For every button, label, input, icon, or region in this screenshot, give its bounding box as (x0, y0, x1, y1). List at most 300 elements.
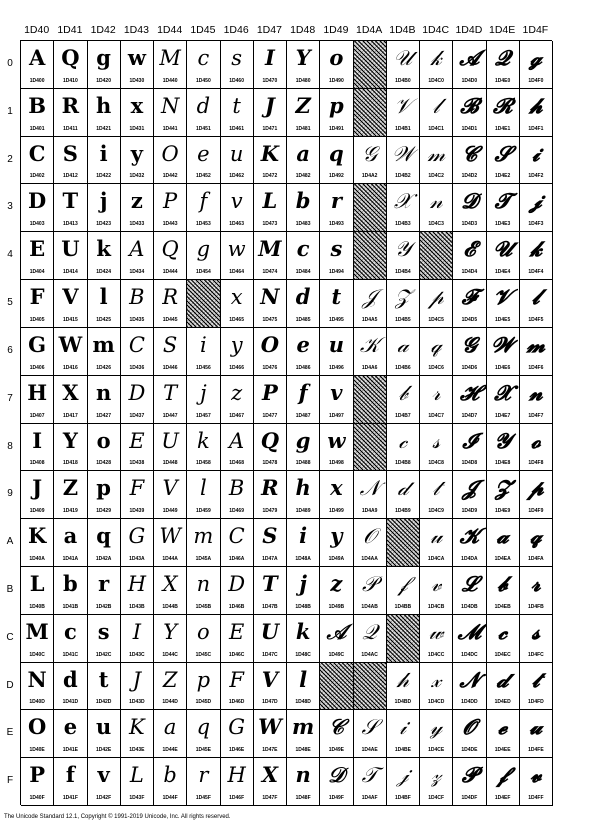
char-code: 1D4A2 (361, 173, 378, 180)
char-code: 1D4C8 (428, 460, 444, 467)
char-cell (453, 758, 486, 806)
char-glyph: 𝓩 (495, 475, 511, 501)
char-glyph: o (197, 619, 210, 644)
char-cell (287, 280, 320, 328)
char-glyph: X (162, 571, 178, 596)
char-cell (487, 184, 520, 232)
char-cell (121, 615, 154, 663)
char-code: 1D4D5 (461, 316, 478, 323)
char-glyph: I (32, 427, 43, 453)
char-code: 1D494 (329, 269, 344, 276)
char-glyph: l (299, 666, 308, 692)
column-headers (20, 22, 552, 38)
char-code: 1D47E (262, 747, 278, 754)
char-code: 1D4EB (494, 603, 511, 610)
char-cell (254, 424, 287, 472)
column-header: 1D42 (90, 24, 116, 36)
char-glyph: i (299, 523, 308, 549)
char-code: 1D4B5 (395, 316, 411, 323)
char-code: 1D43C (129, 651, 145, 658)
char-glyph: N (160, 93, 180, 118)
row-label: E (6, 727, 14, 739)
char-glyph: r (198, 763, 209, 788)
char-code: 1D4BD (394, 699, 412, 706)
char-code: 1D4DF (461, 795, 478, 801)
char-glyph: i (99, 140, 108, 166)
char-glyph: P (163, 189, 178, 214)
char-cell (520, 710, 553, 758)
char-glyph: 𝓸 (530, 427, 541, 453)
char-code: 1D46E (228, 747, 245, 754)
char-code: 1D452 (196, 173, 211, 180)
char-code: 1D44D (162, 699, 178, 706)
char-glyph: j (99, 188, 108, 214)
char-glyph: 𝓋 (430, 571, 442, 596)
char-cell (121, 663, 154, 711)
char-code: 1D4B6 (395, 364, 411, 371)
char-cell (254, 328, 287, 376)
char-glyph: L (129, 763, 144, 788)
char-code: 1D4AE (361, 747, 378, 754)
char-cell (520, 663, 553, 711)
char-cell (487, 376, 520, 424)
char-code: 1D42F (96, 795, 112, 801)
char-glyph: b (63, 570, 78, 596)
char-code: 1D4F9 (528, 508, 544, 515)
row-label: 5 (7, 297, 13, 309)
char-cell (287, 89, 320, 137)
char-cell (187, 710, 220, 758)
char-glyph: U (260, 618, 280, 644)
char-code: 1D4F6 (528, 364, 544, 371)
char-code: 1D497 (329, 412, 344, 419)
char-code: 1D4AA (361, 555, 378, 562)
char-cell (221, 710, 254, 758)
char-glyph: 𝓼 (531, 618, 541, 644)
char-code: 1D42A (95, 555, 112, 562)
char-cell (387, 376, 420, 424)
char-code: 1D480 (295, 77, 311, 84)
char-code: 1D4C0 (428, 77, 444, 84)
char-glyph: R (261, 475, 279, 501)
char-glyph: 𝓃 (429, 189, 443, 214)
char-code: 1D4F5 (528, 316, 544, 323)
char-cell (354, 567, 387, 615)
char-code: 1D438 (129, 460, 145, 467)
char-code: 1D48F (295, 795, 311, 801)
char-glyph: V (162, 476, 178, 501)
char-cell (287, 471, 320, 519)
char-code: 1D467 (229, 412, 244, 419)
char-glyph: 𝓿 (530, 762, 542, 788)
char-code: 1D4F7 (528, 412, 544, 419)
char-code: 1D410 (63, 77, 78, 84)
char-glyph: S (262, 523, 278, 549)
char-cell (487, 471, 520, 519)
char-cell (221, 41, 254, 89)
char-code: 1D4BF (394, 795, 411, 801)
char-cell (387, 328, 420, 376)
code-chart-grid (20, 40, 552, 805)
char-code: 1D481 (295, 125, 311, 132)
char-glyph: r (330, 188, 342, 214)
char-glyph: G (28, 331, 47, 357)
char-code: 1D4D1 (461, 125, 478, 132)
char-glyph: 𝓅 (428, 285, 444, 310)
char-code: 1D46D (228, 699, 245, 706)
char-code: 1D4C9 (428, 508, 444, 515)
char-code: 1D41B (62, 603, 79, 610)
column-header: 1D49 (323, 24, 349, 36)
char-cell (121, 376, 154, 424)
char-code: 1D43B (129, 603, 145, 610)
char-cell (154, 471, 187, 519)
char-code: 1D45F (195, 795, 211, 801)
unassigned-cell (387, 519, 420, 567)
char-code: 1D461 (229, 125, 244, 132)
char-cell (487, 710, 520, 758)
char-glyph: t (331, 284, 342, 310)
char-cell (21, 89, 54, 137)
char-code: 1D445 (162, 316, 178, 323)
char-cell (520, 89, 553, 137)
char-glyph: I (132, 619, 142, 644)
char-code: 1D46B (228, 603, 245, 610)
char-code: 1D4B9 (395, 508, 411, 515)
char-cell (54, 89, 87, 137)
char-code: 1D447 (162, 412, 178, 419)
char-glyph: 𝓗 (459, 379, 479, 405)
char-cell (121, 137, 154, 185)
char-cell (21, 41, 54, 89)
char-code: 1D425 (96, 316, 111, 323)
char-cell (221, 615, 254, 663)
char-code: 1D4B0 (395, 77, 411, 84)
char-code: 1D466 (229, 364, 244, 371)
char-code: 1D48E (295, 747, 311, 754)
char-code: 1D411 (63, 125, 78, 132)
char-glyph: 𝒶 (397, 332, 409, 357)
char-code: 1D4CD (427, 699, 445, 706)
char-code: 1D4F2 (528, 173, 544, 180)
char-glyph: 𝓹 (527, 475, 544, 501)
char-cell (453, 232, 486, 280)
char-code: 1D496 (329, 364, 344, 371)
char-code: 1D4D9 (461, 508, 478, 515)
char-cell (187, 328, 220, 376)
row-label: 3 (7, 201, 13, 213)
char-glyph: o (96, 427, 111, 453)
char-code: 1D409 (29, 508, 45, 515)
row-label: 7 (7, 392, 13, 404)
char-cell (88, 471, 121, 519)
char-glyph: n (95, 379, 112, 405)
char-cell (354, 519, 387, 567)
char-cell (420, 89, 453, 137)
char-glyph: v (330, 379, 343, 405)
char-glyph: J (32, 475, 43, 501)
char-cell (154, 567, 187, 615)
char-cell (254, 376, 287, 424)
char-cell (187, 471, 220, 519)
char-glyph: B (129, 285, 145, 310)
char-cell (320, 710, 353, 758)
char-code: 1D4A9 (361, 508, 378, 515)
char-glyph: E (228, 619, 245, 644)
char-code: 1D48D (295, 699, 311, 706)
char-glyph: B (228, 476, 245, 501)
char-cell (88, 232, 121, 280)
char-code: 1D414 (63, 269, 78, 276)
char-code: 1D450 (196, 77, 211, 84)
char-code: 1D46A (228, 555, 245, 562)
char-code: 1D441 (162, 125, 178, 132)
char-cell (187, 376, 220, 424)
char-glyph: 𝓱 (529, 92, 543, 118)
char-code: 1D41A (62, 555, 79, 562)
char-glyph: O (161, 141, 179, 166)
char-cell (420, 758, 453, 806)
char-glyph: Y (295, 45, 311, 70)
char-cell (287, 184, 320, 232)
char-glyph: g (196, 237, 211, 262)
char-glyph: Z (295, 92, 311, 118)
char-code: 1D4AC (361, 651, 378, 658)
char-cell (420, 184, 453, 232)
char-code: 1D401 (29, 125, 45, 132)
row-label: C (6, 631, 14, 643)
char-code: 1D4F8 (528, 460, 544, 467)
char-cell (54, 471, 87, 519)
char-code: 1D4A6 (361, 364, 378, 371)
char-glyph: D (228, 571, 246, 596)
char-glyph: J (264, 92, 275, 118)
char-cell (420, 663, 453, 711)
char-glyph: L (29, 570, 45, 596)
char-cell (54, 280, 87, 328)
char-glyph: 𝒿 (397, 763, 409, 788)
char-glyph: u (95, 714, 112, 740)
char-code: 1D4F0 (528, 77, 544, 84)
char-glyph: D (128, 380, 146, 405)
char-code: 1D40D (29, 699, 45, 706)
char-cell (54, 376, 87, 424)
char-code: 1D4C1 (428, 125, 444, 132)
char-code: 1D4D8 (461, 460, 478, 467)
char-code: 1D4B4 (395, 269, 411, 276)
char-cell (320, 615, 353, 663)
char-cell (221, 519, 254, 567)
char-glyph: p (196, 667, 211, 692)
char-code: 1D4FB (527, 603, 544, 610)
char-cell (487, 232, 520, 280)
char-code: 1D482 (295, 173, 311, 180)
char-code: 1D4FC (527, 651, 544, 658)
char-cell (21, 184, 54, 232)
char-code: 1D483 (295, 221, 311, 228)
char-glyph: 𝒢 (362, 141, 378, 166)
char-code: 1D4B1 (395, 125, 411, 132)
char-cell (121, 232, 154, 280)
char-code: 1D4D2 (461, 173, 478, 180)
char-code: 1D429 (96, 508, 111, 515)
char-cell (88, 184, 121, 232)
char-glyph: W (258, 714, 282, 740)
char-code: 1D44E (162, 747, 178, 754)
char-code: 1D4D7 (461, 412, 478, 419)
row-label: 0 (7, 58, 13, 69)
char-cell (254, 758, 287, 806)
char-cell (287, 41, 320, 89)
char-cell (420, 376, 453, 424)
char-glyph: X (62, 379, 79, 405)
char-cell (387, 710, 420, 758)
char-code: 1D4FF (528, 795, 544, 801)
char-code: 1D4CE (428, 747, 445, 754)
char-glyph: s (231, 46, 243, 70)
char-cell (254, 615, 287, 663)
char-code: 1D498 (329, 460, 344, 467)
char-cell (221, 184, 254, 232)
char-code: 1D474 (262, 269, 278, 276)
char-glyph: k (96, 236, 111, 262)
char-code: 1D428 (96, 460, 111, 467)
char-code: 1D462 (229, 173, 244, 180)
char-code: 1D460 (229, 77, 244, 84)
char-cell (320, 376, 353, 424)
char-glyph: h (295, 475, 311, 501)
char-code: 1D470 (262, 77, 278, 84)
char-cell (420, 328, 453, 376)
char-cell (487, 758, 520, 806)
char-glyph: 𝒥 (362, 285, 377, 310)
char-glyph: x (330, 475, 343, 501)
char-cell (121, 758, 154, 806)
char-cell (88, 376, 121, 424)
char-glyph: E (129, 428, 145, 453)
char-glyph: 𝓐 (459, 45, 480, 70)
row-label: F (6, 775, 14, 787)
char-glyph: x (130, 92, 144, 118)
char-cell (221, 424, 254, 472)
char-cell (54, 519, 87, 567)
char-glyph: 𝓭 (496, 666, 509, 692)
char-cell (54, 328, 87, 376)
char-glyph: 𝓴 (529, 236, 543, 262)
char-code: 1D456 (196, 364, 211, 371)
char-glyph: 𝓾 (529, 714, 543, 740)
char-glyph: 𝓌 (428, 619, 444, 644)
char-glyph: 𝓔 (463, 236, 476, 262)
column-header: 1D4F (522, 24, 549, 36)
char-code: 1D4CC (427, 651, 445, 658)
char-glyph: 𝓡 (492, 92, 513, 118)
char-glyph: h (95, 92, 112, 118)
char-glyph: q (329, 140, 344, 166)
char-cell (487, 615, 520, 663)
char-cell (88, 424, 121, 472)
char-glyph: Q (161, 237, 179, 262)
char-glyph: r (98, 570, 110, 596)
row-label: D (6, 679, 14, 691)
char-code: 1D42D (95, 699, 112, 706)
char-cell (88, 758, 121, 806)
column-header: 1D41 (57, 24, 83, 36)
char-cell (320, 424, 353, 472)
char-glyph: 𝒯 (361, 763, 378, 788)
char-code: 1D4CB (427, 603, 445, 610)
char-code: 1D4DC (461, 651, 478, 658)
char-cell (453, 89, 486, 137)
char-cell (88, 89, 121, 137)
char-cell (487, 567, 520, 615)
char-code: 1D435 (129, 316, 145, 323)
char-cell (88, 280, 121, 328)
char-cell (387, 137, 420, 185)
char-glyph: 𝓺 (530, 523, 542, 549)
char-cell (88, 615, 121, 663)
unassigned-cell (187, 280, 220, 328)
char-glyph: 𝓈 (432, 428, 440, 453)
char-code: 1D406 (29, 364, 45, 371)
char-cell (320, 137, 353, 185)
char-code: 1D400 (29, 77, 45, 84)
char-code: 1D463 (229, 221, 244, 228)
char-code: 1D49B (328, 603, 345, 610)
char-cell (21, 137, 54, 185)
char-code: 1D420 (96, 77, 111, 84)
char-code: 1D49A (328, 555, 345, 562)
char-glyph: n (196, 571, 211, 596)
char-glyph: d (295, 284, 311, 310)
char-cell (88, 519, 121, 567)
char-code: 1D4E0 (494, 77, 511, 84)
char-glyph: w (227, 237, 246, 262)
char-cell (487, 137, 520, 185)
char-cell (487, 89, 520, 137)
char-glyph: x (230, 285, 243, 310)
char-cell (320, 280, 353, 328)
char-code: 1D434 (129, 269, 145, 276)
char-glyph: P (261, 379, 278, 405)
char-cell (520, 567, 553, 615)
char-glyph: W (159, 524, 181, 549)
column-header: 1D4A (355, 24, 383, 36)
char-cell (320, 328, 353, 376)
char-code: 1D41F (62, 795, 78, 801)
char-glyph: 𝒹 (397, 476, 409, 501)
char-glyph: 𝒽 (396, 667, 409, 692)
char-code: 1D489 (295, 508, 311, 515)
char-glyph: u (229, 141, 244, 166)
row-label: 2 (7, 153, 13, 165)
char-code: 1D43D (129, 699, 145, 706)
char-cell (221, 567, 254, 615)
char-cell (54, 137, 87, 185)
char-glyph: 𝓲 (532, 140, 540, 166)
char-glyph: 𝓜 (457, 618, 482, 644)
char-code: 1D446 (162, 364, 178, 371)
char-cell (354, 137, 387, 185)
char-code: 1D4C3 (428, 221, 444, 228)
char-code: 1D45B (195, 603, 212, 610)
char-glyph: X (261, 762, 279, 788)
char-glyph: 𝒦 (359, 332, 380, 357)
char-cell (520, 232, 553, 280)
char-cell (154, 663, 187, 711)
column-header: 1D4E (488, 24, 516, 36)
char-glyph: Z (62, 475, 79, 501)
